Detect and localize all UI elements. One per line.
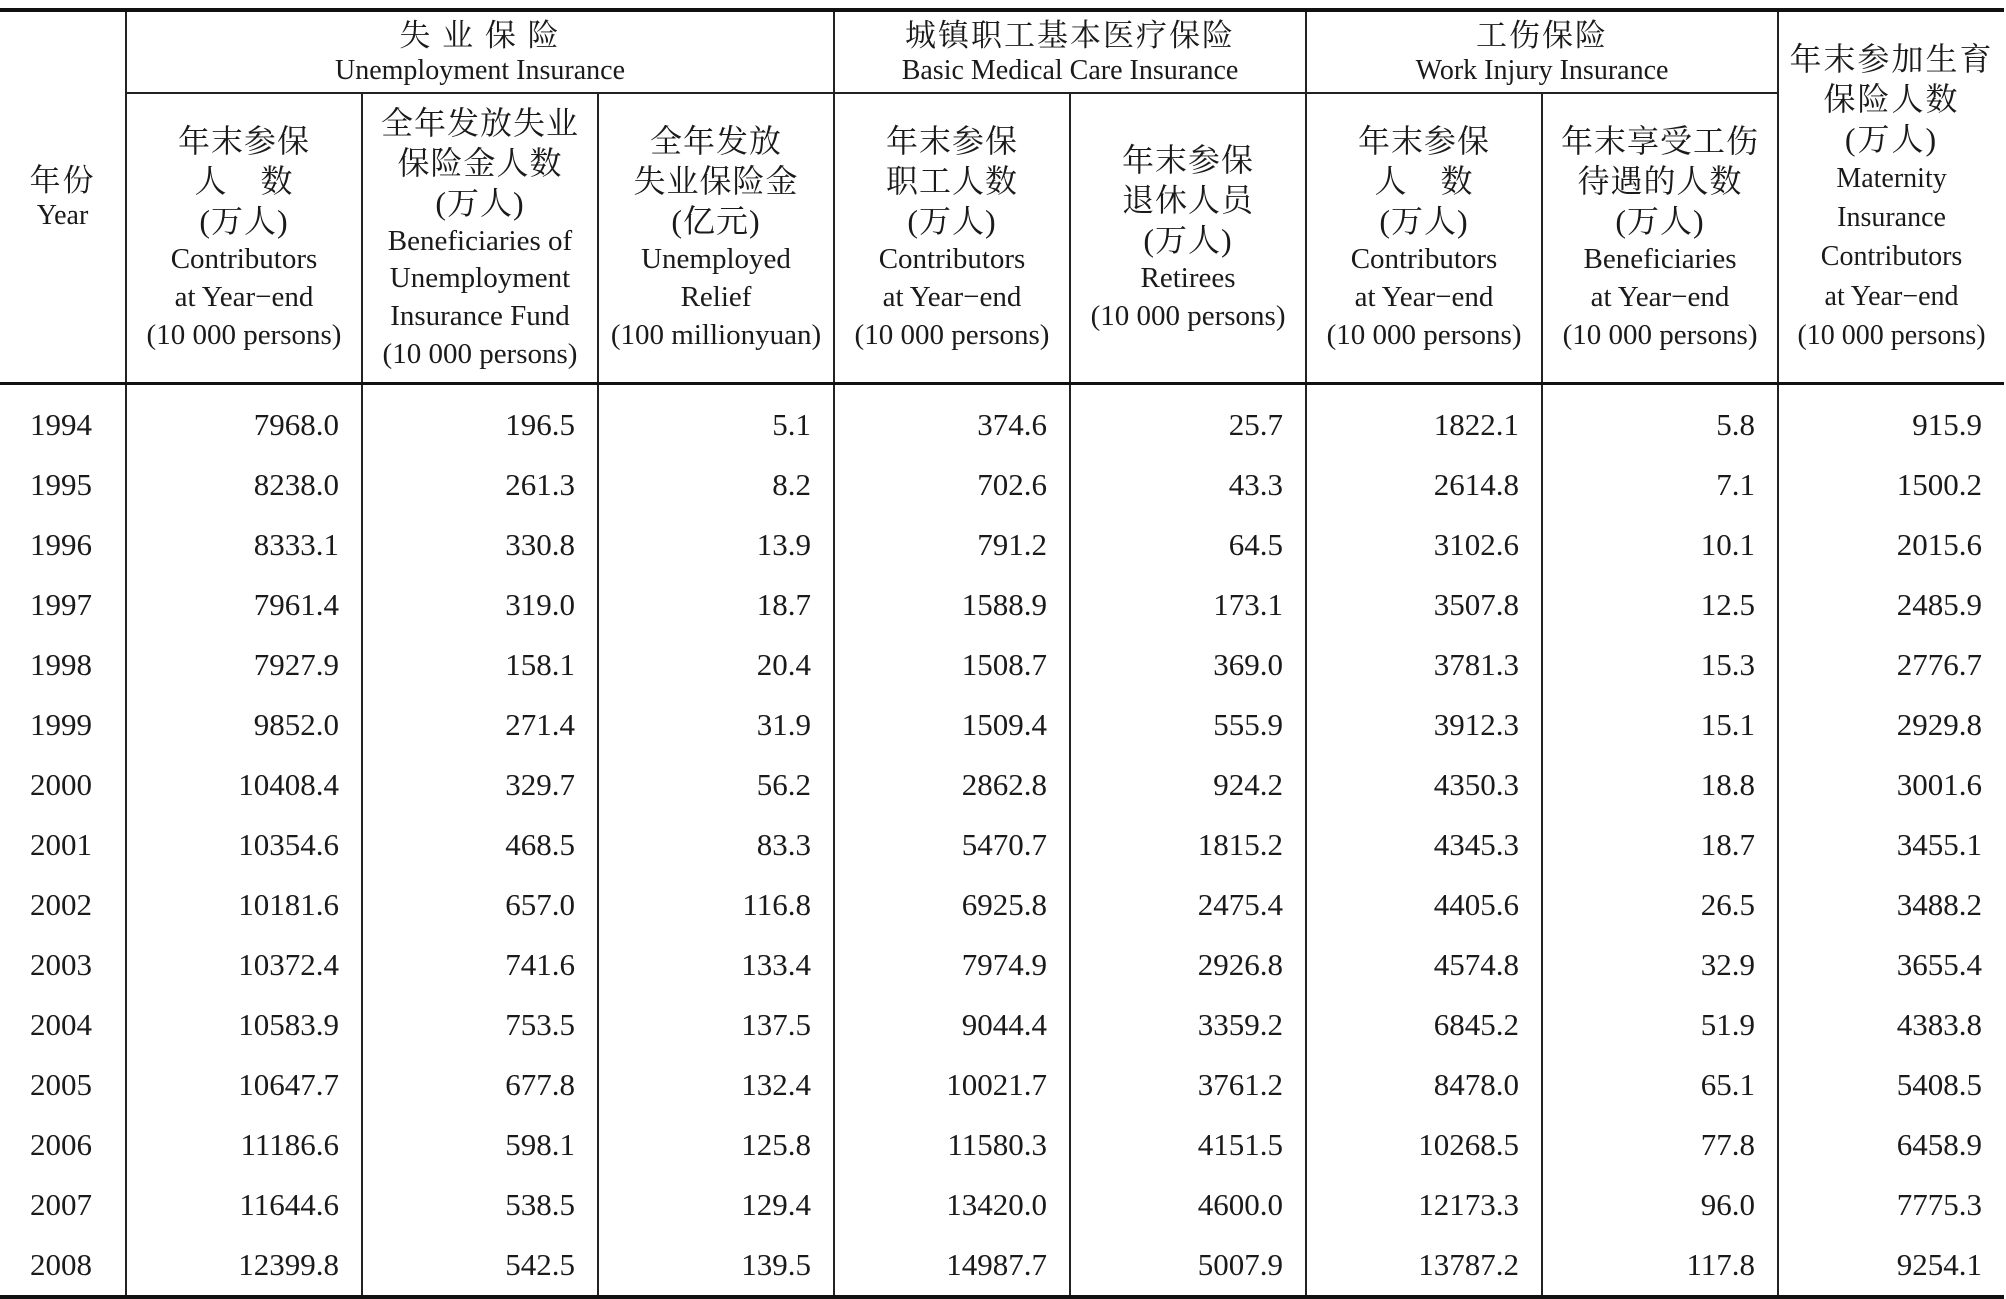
- value-cell: 65.1: [1542, 1055, 1778, 1115]
- value-cell: 915.9: [1778, 384, 2004, 456]
- year-cell: 2001: [30, 827, 92, 862]
- column-header-en: Beneficiaries: [1583, 243, 1737, 276]
- column-header-en: Retirees: [1140, 262, 1236, 295]
- table-row: [0, 995, 2004, 1055]
- maternity-header-en-1: Maternity: [1836, 163, 1947, 195]
- value-cell: 329.7: [362, 755, 598, 815]
- column-header: [598, 93, 834, 384]
- table-row: [0, 1055, 2004, 1115]
- value-cell: 791.2: [834, 515, 1070, 575]
- value-cell: 25.7: [1070, 384, 1306, 456]
- table-header: [0, 10, 2004, 384]
- injury-group-cn: 工伤保险: [1476, 17, 1609, 53]
- medical-group-en: Basic Medical Care Insurance: [901, 54, 1239, 86]
- value-cell: 10583.9: [126, 995, 362, 1055]
- column-header-cn: 年末参保: [177, 123, 310, 160]
- value-cell: 4345.3: [1306, 815, 1542, 875]
- value-cell: 3488.2: [1778, 875, 2004, 935]
- value-cell: 5470.7: [834, 815, 1070, 875]
- column-header-en: (100 millionyuan): [610, 318, 822, 351]
- value-cell: 196.5: [362, 384, 598, 456]
- column-header: [834, 93, 1070, 384]
- table-row: [0, 455, 2004, 515]
- maternity-header-en-4: at Year−end: [1824, 280, 1959, 312]
- value-cell: 7961.4: [126, 575, 362, 635]
- value-cell: 83.3: [598, 815, 834, 875]
- column-header-en: (10 000 persons): [1326, 318, 1522, 351]
- value-cell: 125.8: [598, 1115, 834, 1175]
- value-cell: 1815.2: [1070, 815, 1306, 875]
- value-cell: 13787.2: [1306, 1235, 1542, 1297]
- value-cell: 3455.1: [1778, 815, 2004, 875]
- value-cell: 3912.3: [1306, 695, 1542, 755]
- column-header: [126, 93, 362, 384]
- value-cell: 5.8: [1542, 384, 1778, 456]
- injury-group-header: [1306, 10, 1778, 93]
- medical-group-header: [834, 10, 1306, 93]
- value-cell: 10021.7: [834, 1055, 1070, 1115]
- value-cell: 11186.6: [126, 1115, 362, 1175]
- value-cell: 741.6: [362, 935, 598, 995]
- value-cell: 64.5: [1070, 515, 1306, 575]
- table-row: [0, 875, 2004, 935]
- column-header-en: (10 000 persons): [1090, 300, 1286, 332]
- year-cell: 2006: [30, 1127, 92, 1162]
- value-cell: 7.1: [1542, 455, 1778, 515]
- value-cell: 12399.8: [126, 1235, 362, 1297]
- value-cell: 15.3: [1542, 635, 1778, 695]
- value-cell: 26.5: [1542, 875, 1778, 935]
- year-cell: 2002: [30, 887, 92, 922]
- value-cell: 542.5: [362, 1235, 598, 1297]
- column-header-cn: (万人): [907, 203, 997, 240]
- column-header: [1542, 93, 1778, 384]
- medical-group-cn: 城镇职工基本医疗保险: [905, 17, 1236, 53]
- table-row: [0, 384, 2004, 456]
- value-cell: 3761.2: [1070, 1055, 1306, 1115]
- column-header: [1306, 93, 1542, 384]
- value-cell: 924.2: [1070, 755, 1306, 815]
- year-cell: 1998: [30, 647, 92, 682]
- column-header-en: (10 000 persons): [146, 318, 342, 351]
- column-header-en: (10 000 persons): [382, 337, 578, 370]
- column-header-cn: 失业保险金: [633, 163, 799, 200]
- value-cell: 10181.6: [126, 875, 362, 935]
- column-header-en: at Year−end: [1354, 281, 1494, 314]
- value-cell: 3001.6: [1778, 755, 2004, 815]
- value-cell: 116.8: [598, 875, 834, 935]
- table-body: [0, 384, 2004, 1298]
- value-cell: 10408.4: [126, 755, 362, 815]
- year-cell: 1994: [30, 407, 92, 442]
- column-header-cn: 年末参保: [1358, 123, 1491, 160]
- value-cell: 173.1: [1070, 575, 1306, 635]
- table-row: [0, 1175, 2004, 1235]
- column-header-cn: 退休人员: [1122, 182, 1255, 219]
- value-cell: 15.1: [1542, 695, 1778, 755]
- value-cell: 13.9: [598, 515, 834, 575]
- value-cell: 14987.7: [834, 1235, 1070, 1297]
- column-header-cn: (万人): [435, 184, 525, 221]
- column-header-cn: 人 数: [194, 163, 294, 200]
- value-cell: 8238.0: [126, 455, 362, 515]
- value-cell: 1508.7: [834, 635, 1070, 695]
- value-cell: 5007.9: [1070, 1235, 1306, 1297]
- column-header-en: Beneficiaries of: [387, 224, 573, 257]
- value-cell: 7968.0: [126, 384, 362, 456]
- column-header-cn: 待遇的人数: [1577, 163, 1743, 200]
- value-cell: 4574.8: [1306, 935, 1542, 995]
- value-cell: 10372.4: [126, 935, 362, 995]
- maternity-header-en-5: (10 000 persons): [1797, 319, 1986, 351]
- maternity-header-cn-2: 保险人数: [1823, 81, 1960, 118]
- column-header-en: at Year−end: [1590, 281, 1730, 314]
- injury-group-en: Work Injury Insurance: [1415, 54, 1669, 86]
- value-cell: 8333.1: [126, 515, 362, 575]
- value-cell: 8478.0: [1306, 1055, 1542, 1115]
- header-column-row: [0, 93, 2004, 384]
- value-cell: 5408.5: [1778, 1055, 2004, 1115]
- year-cell: 1995: [30, 467, 92, 502]
- value-cell: 555.9: [1070, 695, 1306, 755]
- value-cell: 11580.3: [834, 1115, 1070, 1175]
- column-header: [1070, 93, 1306, 384]
- social-insurance-table: [0, 8, 2004, 1299]
- value-cell: 3359.2: [1070, 995, 1306, 1055]
- table-row: [0, 695, 2004, 755]
- value-cell: 10268.5: [1306, 1115, 1542, 1175]
- column-header: [362, 93, 598, 384]
- value-cell: 2862.8: [834, 755, 1070, 815]
- value-cell: 261.3: [362, 455, 598, 515]
- column-header-en: Relief: [680, 281, 752, 314]
- value-cell: 6925.8: [834, 875, 1070, 935]
- value-cell: 2926.8: [1070, 935, 1306, 995]
- value-cell: 3507.8: [1306, 575, 1542, 635]
- value-cell: 8.2: [598, 455, 834, 515]
- column-header-cn: (亿元): [671, 203, 761, 240]
- column-header-en: (10 000 persons): [854, 318, 1050, 351]
- unemployment-group-cn: 失 业 保 险: [399, 17, 561, 53]
- value-cell: 117.8: [1542, 1235, 1778, 1297]
- year-cell: 2004: [30, 1007, 92, 1042]
- value-cell: 18.7: [1542, 815, 1778, 875]
- value-cell: 319.0: [362, 575, 598, 635]
- value-cell: 7927.9: [126, 635, 362, 695]
- value-cell: 3102.6: [1306, 515, 1542, 575]
- value-cell: 1509.4: [834, 695, 1070, 755]
- value-cell: 702.6: [834, 455, 1070, 515]
- column-header-en: (10 000 persons): [1562, 318, 1758, 351]
- table-row: [0, 1115, 2004, 1175]
- value-cell: 7974.9: [834, 935, 1070, 995]
- column-header-cn: 年末参保: [886, 123, 1019, 160]
- table-row: [0, 815, 2004, 875]
- maternity-header-cn-1: 年末参加生育: [1789, 41, 1994, 78]
- value-cell: 753.5: [362, 995, 598, 1055]
- table-row: [0, 935, 2004, 995]
- value-cell: 2475.4: [1070, 875, 1306, 935]
- column-header-cn: 人 数: [1374, 163, 1474, 200]
- value-cell: 3781.3: [1306, 635, 1542, 695]
- year-cell: 2008: [0, 1235, 126, 1297]
- column-header-cn: 全年发放: [650, 123, 783, 160]
- value-cell: 11644.6: [126, 1175, 362, 1235]
- value-cell: 132.4: [598, 1055, 834, 1115]
- column-header-cn: 年末享受工伤: [1561, 123, 1760, 160]
- value-cell: 18.8: [1542, 755, 1778, 815]
- year-cell: 2007: [30, 1187, 92, 1222]
- value-cell: 9852.0: [126, 695, 362, 755]
- year-cell: 1996: [30, 527, 92, 562]
- value-cell: 56.2: [598, 755, 834, 815]
- value-cell: 10.1: [1542, 515, 1778, 575]
- value-cell: 4405.6: [1306, 875, 1542, 935]
- value-cell: 1500.2: [1778, 455, 2004, 515]
- column-header-cn: 保险金人数: [397, 144, 563, 181]
- table-row: [0, 1235, 2004, 1297]
- value-cell: 4600.0: [1070, 1175, 1306, 1235]
- column-header-cn: (万人): [1143, 222, 1233, 259]
- value-cell: 2485.9: [1778, 575, 2004, 635]
- value-cell: 369.0: [1070, 635, 1306, 695]
- value-cell: 598.1: [362, 1115, 598, 1175]
- value-cell: 129.4: [598, 1175, 834, 1235]
- value-cell: 538.5: [362, 1175, 598, 1235]
- column-header-en: at Year−end: [174, 281, 314, 314]
- value-cell: 1588.9: [834, 575, 1070, 635]
- year-header-cn: 年份: [29, 162, 96, 198]
- unemployment-group-en: Unemployment Insurance: [334, 54, 626, 86]
- year-header: [0, 10, 126, 384]
- value-cell: 158.1: [362, 635, 598, 695]
- column-header-en: Contributors: [878, 243, 1026, 276]
- year-cell: 1999: [30, 707, 92, 742]
- value-cell: 1822.1: [1306, 384, 1542, 456]
- value-cell: 32.9: [1542, 935, 1778, 995]
- column-header-cn: 全年发放失业: [380, 104, 579, 141]
- value-cell: 77.8: [1542, 1115, 1778, 1175]
- table-row: [0, 575, 2004, 635]
- year-cell: 2003: [30, 947, 92, 982]
- unemployment-group-header: [126, 10, 834, 93]
- table-row: [0, 755, 2004, 815]
- year-cell: 2005: [30, 1067, 92, 1102]
- value-cell: 2776.7: [1778, 635, 2004, 695]
- maternity-header-cn-3: (万人): [1844, 121, 1939, 158]
- value-cell: 9254.1: [1778, 1235, 2004, 1297]
- value-cell: 4151.5: [1070, 1115, 1306, 1175]
- value-cell: 51.9: [1542, 995, 1778, 1055]
- year-cell: 1997: [30, 587, 92, 622]
- column-header-en: Insurance Fund: [390, 300, 570, 332]
- value-cell: 2015.6: [1778, 515, 2004, 575]
- value-cell: 9044.4: [834, 995, 1070, 1055]
- value-cell: 133.4: [598, 935, 834, 995]
- column-header-en: Unemployment: [389, 262, 571, 295]
- maternity-header: [1778, 10, 2004, 384]
- maternity-header-en-3: Contributors: [1820, 241, 1963, 273]
- value-cell: 20.4: [598, 635, 834, 695]
- value-cell: 657.0: [362, 875, 598, 935]
- value-cell: 4350.3: [1306, 755, 1542, 815]
- value-cell: 13420.0: [834, 1175, 1070, 1235]
- value-cell: 3655.4: [1778, 935, 2004, 995]
- value-cell: 139.5: [598, 1235, 834, 1297]
- value-cell: 10647.7: [126, 1055, 362, 1115]
- value-cell: 43.3: [1070, 455, 1306, 515]
- maternity-header-en-2: Insurance: [1837, 202, 1946, 234]
- column-header-en: Unemployed: [641, 243, 791, 276]
- column-header-cn: (万人): [1615, 203, 1705, 240]
- value-cell: 137.5: [598, 995, 834, 1055]
- table-row: [0, 515, 2004, 575]
- value-cell: 330.8: [362, 515, 598, 575]
- table-row: [0, 635, 2004, 695]
- value-cell: 2929.8: [1778, 695, 2004, 755]
- value-cell: 5.1: [598, 384, 834, 456]
- value-cell: 18.7: [598, 575, 834, 635]
- value-cell: 2614.8: [1306, 455, 1542, 515]
- value-cell: 374.6: [834, 384, 1070, 456]
- column-header-en: Contributors: [170, 243, 318, 276]
- column-header-en: Contributors: [1350, 243, 1498, 276]
- year-cell: 2000: [30, 767, 92, 802]
- value-cell: 12.5: [1542, 575, 1778, 635]
- value-cell: 96.0: [1542, 1175, 1778, 1235]
- year-header-en: Year: [36, 199, 89, 231]
- header-group-row: [0, 10, 2004, 93]
- column-header-cn: 年末参保: [1122, 142, 1255, 179]
- value-cell: 6845.2: [1306, 995, 1542, 1055]
- column-header-cn: (万人): [1379, 203, 1469, 240]
- value-cell: 4383.8: [1778, 995, 2004, 1055]
- value-cell: 677.8: [362, 1055, 598, 1115]
- value-cell: 12173.3: [1306, 1175, 1542, 1235]
- value-cell: 10354.6: [126, 815, 362, 875]
- column-header-en: at Year−end: [882, 281, 1022, 314]
- value-cell: 31.9: [598, 695, 834, 755]
- value-cell: 271.4: [362, 695, 598, 755]
- value-cell: 7775.3: [1778, 1175, 2004, 1235]
- value-cell: 6458.9: [1778, 1115, 2004, 1175]
- column-header-cn: 职工人数: [886, 163, 1019, 200]
- column-header-cn: (万人): [199, 203, 289, 240]
- value-cell: 468.5: [362, 815, 598, 875]
